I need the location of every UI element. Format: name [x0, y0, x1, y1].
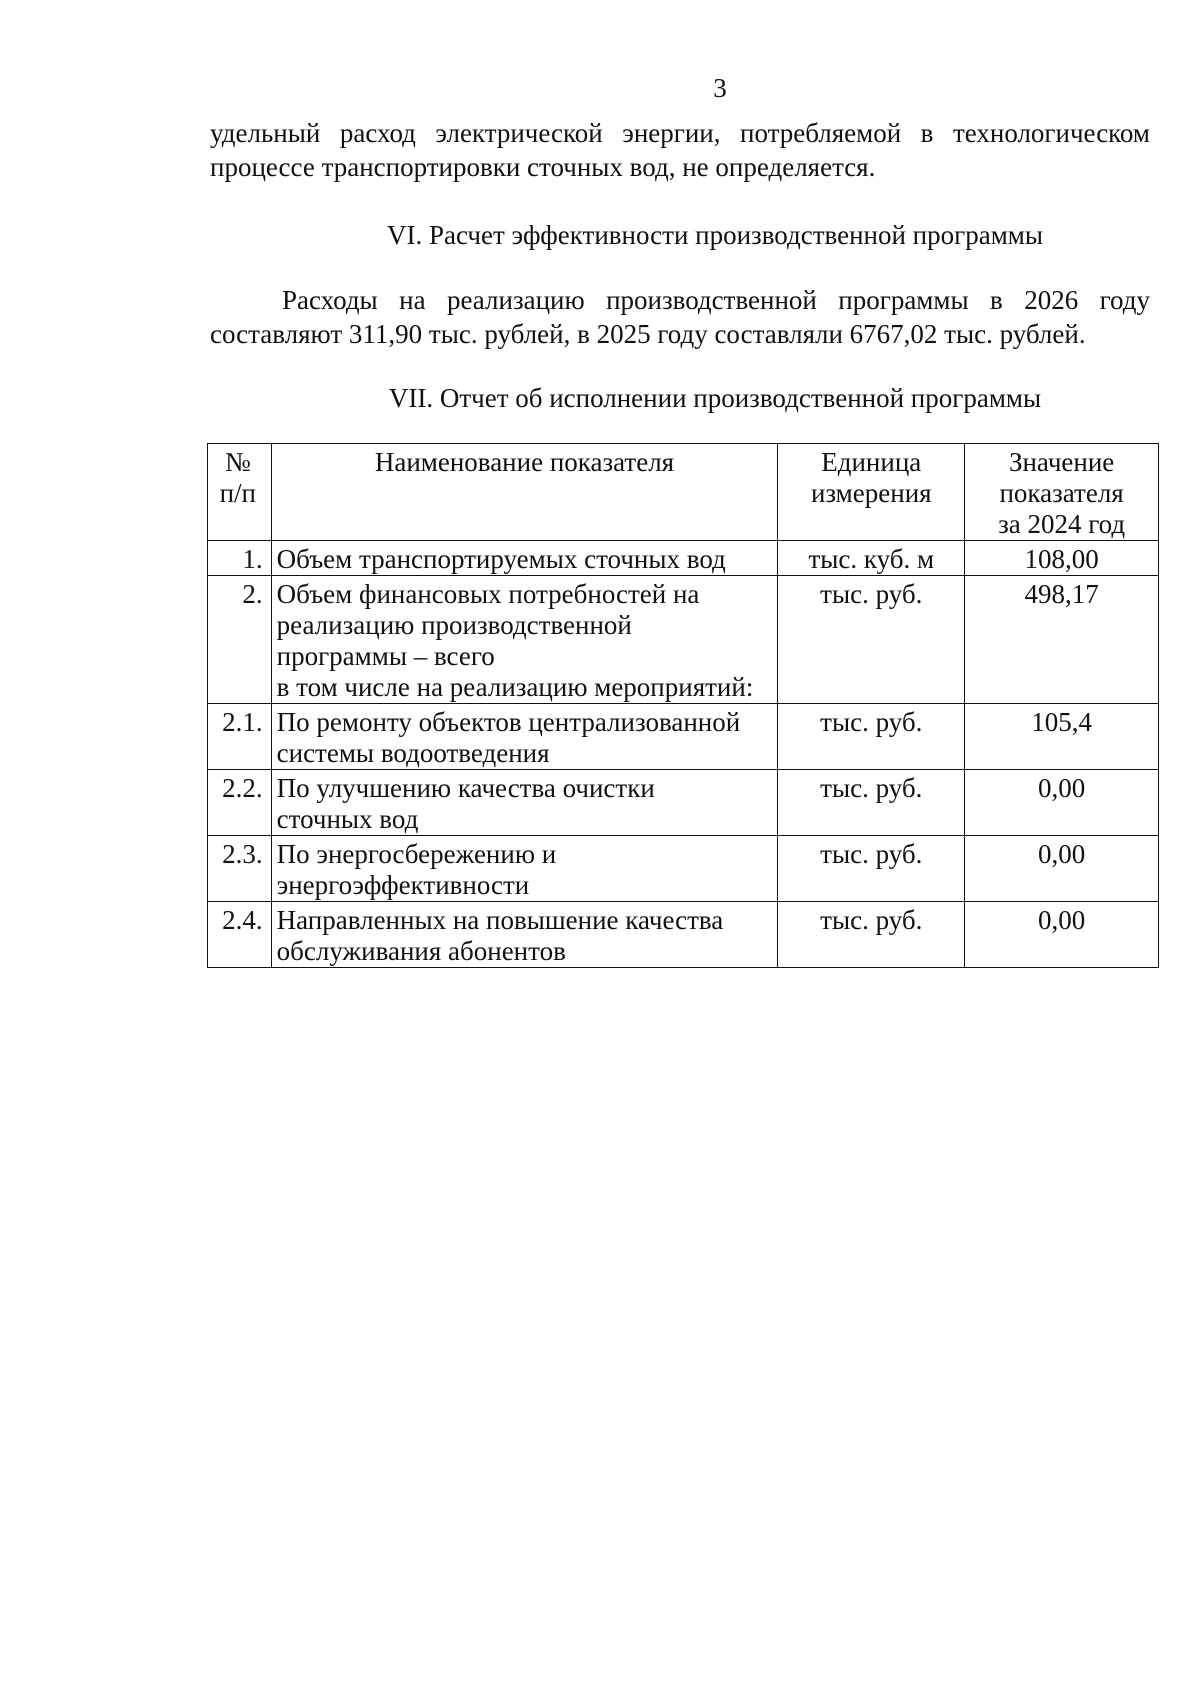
table-row — [208, 541, 1159, 576]
row-name-line: По улучшению качества очистки — [276, 773, 655, 803]
row-num: 2.4. — [208, 902, 272, 968]
header-num — [208, 444, 272, 541]
table-row — [208, 902, 1159, 968]
row-unit: тыс. куб. м — [778, 541, 965, 576]
report-table — [207, 443, 1159, 968]
row-value: 498,17 — [965, 576, 1159, 704]
table-header-row — [208, 444, 1159, 541]
header-value — [965, 444, 1159, 541]
row-name-line: Объем транспортируемых сточных вод — [276, 544, 726, 574]
row-value: 108,00 — [965, 541, 1159, 576]
row-value: 0,00 — [965, 836, 1159, 902]
header-name: Наименование показателя — [271, 444, 778, 541]
section-6-heading: VI. Расчет эффективности производственной программы — [386, 220, 1043, 250]
row-num: 1. — [208, 541, 272, 576]
section-6-paragraph-line-2: составляют 311,90 тыс. рублей, в 2025 году составляли 6767,02 тыс. рублей. — [210, 319, 1086, 349]
row-unit: тыс. руб. — [778, 576, 965, 704]
row-value: 0,00 — [965, 770, 1159, 836]
table-row — [208, 836, 1159, 902]
row-name — [271, 541, 778, 576]
row-num: 2. — [208, 576, 272, 704]
row-name-line: программы – всего — [276, 641, 495, 671]
page-number: 3 — [713, 73, 727, 103]
section-6-paragraph — [210, 283, 1150, 351]
header-unit-line-2: измерения — [810, 478, 932, 508]
header-unit — [778, 444, 965, 541]
row-unit: тыс. руб. — [778, 836, 965, 902]
header-unit-line-1: Единица — [821, 447, 922, 477]
row-name — [271, 576, 778, 704]
row-unit: тыс. руб. — [778, 770, 965, 836]
header-value-line-2: показателя — [999, 478, 1124, 508]
intro-paragraph-line-1: удельный расход электрической энергии, потребляемой в технологическом — [210, 118, 1150, 148]
header-num-line-2: п/п — [219, 478, 257, 508]
table-row — [208, 576, 1159, 704]
row-name-line: По энергосбережению и — [276, 839, 557, 869]
header-value-line-3: за 2024 год — [998, 509, 1126, 539]
row-name-line: сточных вод — [276, 804, 419, 834]
row-name-line: в том числе на реализацию мероприятий: — [276, 672, 754, 702]
row-name-line: Направленных на повышение качества — [276, 905, 724, 935]
row-name-line: системы водоотведения — [276, 738, 550, 768]
row-name — [271, 704, 778, 770]
intro-paragraph — [210, 116, 1150, 184]
table-row — [208, 704, 1159, 770]
intro-paragraph-line-2: процессе транспортировки сточных вод, не определяется. — [210, 152, 876, 182]
row-name — [271, 836, 778, 902]
section-6-paragraph-line-1: Расходы на реализацию производственной программы в 2026 году — [282, 285, 1150, 315]
row-value: 105,4 — [965, 704, 1159, 770]
table-row — [208, 770, 1159, 836]
header-value-line-1: Значение — [1008, 447, 1115, 477]
row-unit: тыс. руб. — [778, 704, 965, 770]
header-num-line-1: № — [224, 447, 251, 477]
row-num: 2.3. — [208, 836, 272, 902]
row-num: 2.2. — [208, 770, 272, 836]
row-num: 2.1. — [208, 704, 272, 770]
row-unit: тыс. руб. — [778, 902, 965, 968]
row-name-line: обслуживания абонентов — [276, 936, 566, 966]
row-name-line: реализацию производственной — [276, 610, 632, 640]
row-name-line: энергоэффективности — [276, 870, 530, 900]
row-value: 0,00 — [965, 902, 1159, 968]
row-name-line: По ремонту объектов централизованной — [276, 707, 741, 737]
row-name — [271, 902, 778, 968]
row-name — [271, 770, 778, 836]
row-name-line: Объем финансовых потребностей на — [276, 579, 700, 609]
section-7-heading: VII. Отчет об исполнении производственной программы — [388, 383, 1042, 413]
